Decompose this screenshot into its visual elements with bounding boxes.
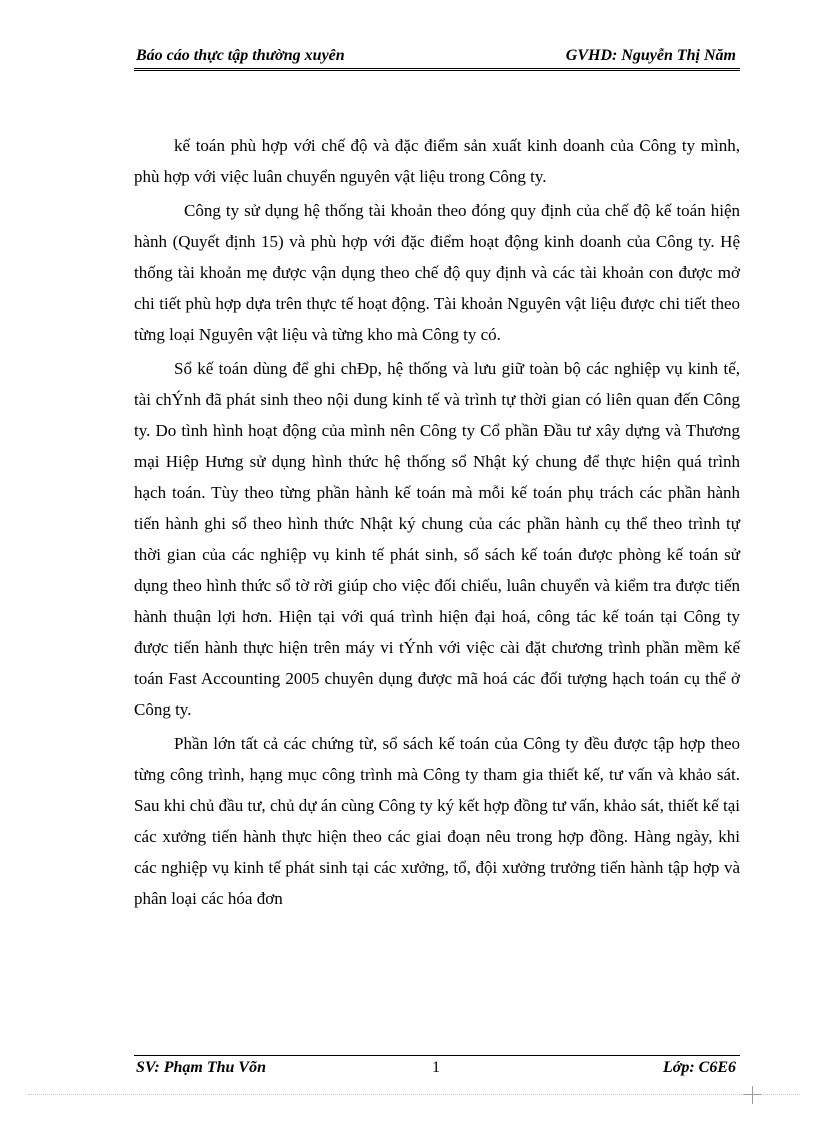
footer-student: SV: Phạm Thu Võn: [136, 1059, 266, 1076]
paragraph-3: Sổ kế toán dùng để ghi chÐp, hệ thống và lưu giữ toàn bộ các nghiệp vụ kinh tế, tài chÝnh đã phát sinh theo nội dung kinh tế và trình tự thời gian có liên quan đến Công ty. Do tình hình hoạt động của mình nên Công ty Cổ phần Đầu tư xây dựng và Thương mại Hiệp Hưng sử dụng hình thức hệ thống sổ Nhật ký chung để thực hiện quá trình hạch toán. Tùy theo từng phần hành kế toán mà mỗi kế toán phụ trách các phần hành tiến hành ghi sổ theo hình thức Nhật ký chung của các phần hành cụ thể theo trình tự thời gian của các nghiệp vụ kinh tế phát sinh, sổ sách kế toán được phòng kế toán sử dụng theo hình thức sổ tờ rời giúp cho việc đối chiếu, luân chuyển và kiểm tra được tiến hành thuận lợi hơn. Hiện tại với quá trình hiện đại hoá, công tác kế toán tại Công ty được tiến hành thực hiện trên máy vi tÝnh với việc cài đặt chương trình phần mềm kế toán Fast Accounting 2005 chuyên dụng được mã hoá các đối tượng hạch toán cụ thể ở Công ty.: [134, 359, 740, 719]
crop-mark-horizontal: [743, 1094, 761, 1095]
document-body: [134, 130, 740, 917]
header-divider: [134, 68, 740, 71]
page-footer: [134, 1057, 740, 1079]
paragraph-1: kế toán phù hợp với chế độ và đặc điểm sản xuất kinh doanh của Công ty mình, phù hợp với việc luân chuyển nguyên vật liệu trong Công ty.: [134, 136, 740, 186]
footer-class: Lớp: C6E6: [662, 1059, 736, 1076]
header-report-title: Báo cáo thực tập thường xuyên: [136, 47, 345, 64]
paragraph-4: Phần lớn tất cả các chứng từ, sổ sách kế toán của Công ty đều được tập hợp theo từng công trình, hạng mục công trình mà Công ty tham gia thiết kế, tư vấn và khảo sát. Sau khi chủ đầu tư, chủ dự án cùng Công ty ký kết hợp đồng tư vấn, khảo sát, thiết kế tại các xưởng tiến hành thực hiện theo các giai đoạn nêu trong hợp đồng. Hàng ngày, khi các nghiệp vụ kinh tế phát sinh tại các xưởng, tổ, đội xưởng trưởng tiến hành tập hợp và phân loại các hóa đơn: [134, 734, 740, 908]
crop-mark-vertical: [752, 1086, 753, 1104]
page-header: [134, 44, 740, 68]
footer-divider: [134, 1055, 740, 1056]
page-number: 1: [432, 1059, 440, 1076]
header-advisor: GVHD: Nguyễn Thị Năm: [565, 47, 736, 64]
paragraph-2: Công ty sử dụng hệ thống tài khoản theo đóng quy định của chế độ kế toán hiện hành (Quyết định 15) và phù hợp với đặc điểm hoạt động kinh doanh của Công ty. Hệ thống tài khoản mẹ được vận dụng theo chế độ quy định và các tài khoản con được mở chi tiết phù hợp dựa trên thực tế hoạt động. Tài khoản Nguyên vật liệu được chi tiết theo từng loại Nguyên vật liệu và từng kho mà Công ty có.: [134, 201, 740, 344]
page-bottom-dotted-line: [28, 1094, 800, 1095]
